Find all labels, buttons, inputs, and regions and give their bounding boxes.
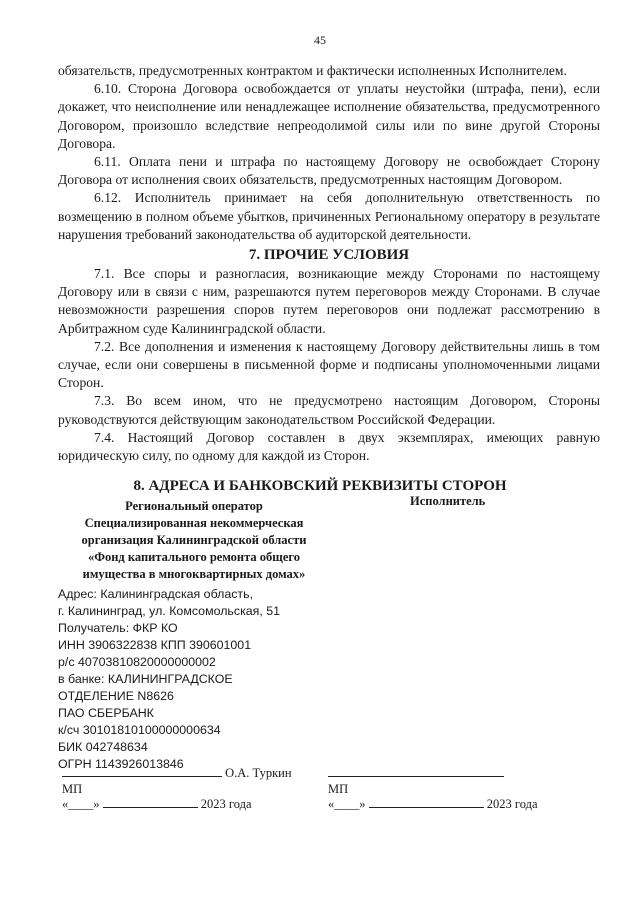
date-underline: [103, 795, 198, 808]
page-number: 45: [314, 33, 326, 47]
paragraph-continuation: обязательств, предусмотренных контрактом и фактически исполненных Исполнителем.: [58, 63, 567, 78]
paragraph-6-10: 6.10. Сторона Договора освобождается от уплаты неустойки (штрафа, пени), если докажет, что неисполнение или ненадлежащее исполнение обязательства, предусмотренного Договором, произошло вследствие непреодолимой силы или по вине другой Стороны Договора.: [58, 81, 600, 151]
left-party-heading: [58, 498, 330, 583]
left-party-name-line: имущества в многоквартирных домах»: [82, 567, 306, 581]
requisite-line: ОТДЕЛЕНИЕ N8626: [58, 689, 174, 703]
section-8-title: 8. АДРЕСА И БАНКОВСКИЙ РЕКВИЗИТЫ СТОРОН: [133, 478, 507, 494]
left-signatory-name: О.А. Туркин: [225, 766, 292, 780]
right-date-open: «____»: [328, 797, 369, 811]
left-party-name-line: Специализированная некоммерческая: [84, 516, 304, 530]
left-signature-line: [62, 764, 292, 781]
requisite-line: к/сч 30101810100000000634: [58, 723, 221, 737]
requisite-line: г. Калининград, ул. Комсомольская, 51: [58, 604, 281, 618]
left-party-role: Региональный оператор: [125, 499, 263, 513]
signature-underline: [62, 764, 222, 777]
requisite-line: ИНН 3906322838 КПП 390601001: [58, 638, 252, 652]
paragraph-7-4: 7.4. Настоящий Договор составлен в двух экземплярах, имеющих равную юридическую силу, по одному для каждой из Сторон.: [58, 429, 600, 464]
left-party-name-line: организация Калининградской области: [81, 533, 307, 547]
right-mp: МП: [328, 782, 349, 796]
left-mp: МП: [62, 782, 83, 796]
requisite-line: БИК 042748634: [58, 740, 148, 754]
requisite-line: ПАО СБЕРБАНК: [58, 706, 154, 720]
requisite-line: Адрес: Калининградская область,: [58, 587, 254, 601]
bank-requisites: [58, 586, 280, 773]
paragraph-7-2: 7.2. Все дополнения и изменения к настоящему Договору действительны лишь в том случае, если они совершены в письменной форме и подписаны уполномоченными лицами Сторон.: [58, 338, 600, 391]
left-party-name-line: «Фонд капитального ремонта общего: [87, 550, 301, 564]
left-date-open: «____»: [62, 797, 103, 811]
left-date-suffix: 2023 года: [197, 797, 252, 811]
date-underline: [369, 795, 484, 808]
paragraph-7-1: 7.1. Все споры и разногласия, возникающие между Сторонами по настоящему Договору или в связи с ним, разрешаются путем переговоров между Сторонами. В случае невозможности разрешения споров путем переговоров они подлежат рассмотрению в Арбитражном суде Калининградской области.: [58, 266, 600, 336]
left-date-line: [62, 795, 252, 812]
requisite-line: р/с 40703810820000000002: [58, 655, 216, 669]
right-date-line: [328, 795, 538, 812]
requisite-line: в банке: КАЛИНИНГРАДСКОЕ: [58, 672, 233, 686]
right-party-role: Исполнитель: [410, 494, 486, 508]
document-body: [58, 62, 600, 465]
right-signature-line: [328, 764, 504, 781]
section-7-title: 7. ПРОЧИЕ УСЛОВИЯ: [248, 247, 410, 264]
requisite-line: ОГРН 1143926013846: [58, 757, 184, 771]
paragraph-6-12: 6.12. Исполнитель принимает на себя дополнительную ответственность по возмещению в полном объеме убытков, причиненных Региональному оператору в результате нарушения требований законодательства об аудиторской деятельности.: [58, 190, 600, 242]
requisite-line: Получатель: ФКР КО: [58, 621, 178, 635]
right-date-suffix: 2023 года: [483, 797, 538, 811]
signature-underline: [328, 764, 504, 777]
paragraph-6-11: 6.11. Оплата пени и штрафа по настоящему Договору не освобождает Сторону Договора от исполнения своих обязательств, предусмотренных настоящим Договором.: [58, 154, 600, 188]
paragraph-7-3: 7.3. Во всем ином, что не предусмотрено настоящим Договором, Стороны руководствуются действующим законодательством Российской Федерации.: [58, 393, 600, 427]
